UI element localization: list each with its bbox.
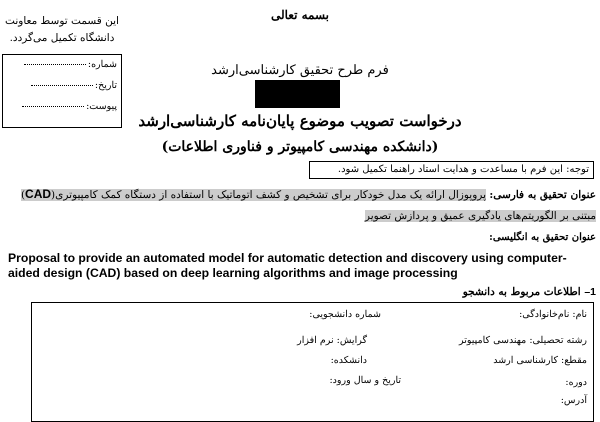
registration-info-box: [2, 54, 122, 128]
persian-title-close: ): [20, 189, 26, 201]
student-info-box: [31, 302, 594, 422]
english-title-label: عنوان تحقیق به انگلیسی:: [489, 232, 596, 243]
student-number-label: شماره دانشجویی:: [309, 309, 381, 320]
attachment-row: [3, 101, 117, 122]
attachment-blank: [22, 106, 84, 107]
section1-title: اطلاعات مربوط به دانشجو: [462, 286, 581, 298]
university-note: [0, 13, 124, 47]
date-label: تاریخ:: [94, 80, 117, 91]
redacted-block: [255, 80, 340, 108]
note-label: توجه:: [566, 164, 589, 175]
number-row: [3, 59, 117, 80]
address-label: آدرس:: [560, 395, 587, 406]
term-label: دوره:: [565, 377, 587, 388]
english-title-line1: Proposal to provide an automated model for automatic detection and discovery using computer-: [8, 251, 567, 265]
persian-title-label: عنوان تحقیق به فارسی:: [489, 189, 596, 201]
major: [297, 335, 367, 346]
persian-title-line2: [200, 206, 596, 226]
note-box: [309, 161, 594, 179]
english-title: [8, 251, 598, 281]
bismillah-heading: بسمه تعالی: [270, 8, 330, 22]
english-title-line2: aided design (CAD) based on deep learning algorithms and image processing: [8, 266, 458, 280]
persian-title-line1: [6, 184, 596, 204]
degree: [493, 355, 587, 366]
attachment-label: پیوست:: [86, 101, 117, 112]
major-label: گرایش:: [336, 335, 367, 346]
faculty-subtitle: (دانشکده مهندسی کامپیوتر و فناوری اطلاعات): [161, 139, 439, 155]
university-note-line1: این قسمت توسط معاونت: [5, 15, 119, 27]
section1-number: 1–: [584, 286, 596, 298]
main-title: درخواست تصویب موضوع پایان‌نامه کارشناسی‌ارشد: [138, 112, 462, 130]
faculty-label: دانشکده:: [330, 355, 367, 366]
cad-acronym: CAD: [25, 187, 52, 201]
note-text: این فرم با مساعدت و هدایت استاد راهنما تکمیل شود.: [337, 164, 563, 175]
number-label: شماره:: [87, 59, 117, 70]
degree-label: مقطع:: [561, 355, 587, 366]
field-of-study: [459, 335, 587, 346]
university-note-line2: دانشگاه تکمیل می‌گردد.: [9, 32, 115, 44]
name-label: نام: نام‌خانوادگی:: [519, 309, 587, 320]
persian-title-highlight: [21, 189, 486, 201]
entry-date-label: تاریخ و سال ورود:: [329, 375, 401, 386]
major-value: نرم افزار: [297, 335, 334, 346]
section1-heading: [6, 286, 596, 298]
field-label: رشته تحصیلی:: [529, 335, 587, 346]
form-title: فرم طرح تحقیق کارشناسی‌ارشد: [211, 63, 389, 78]
field-value: مهندسی کامپیوتر: [459, 335, 527, 346]
date-blank: [31, 85, 93, 86]
date-row: [3, 80, 117, 101]
degree-value: کارشناسی ارشد: [493, 355, 559, 366]
persian-title-text: پروپوزال ارائه یک مدل خودکار برای تشخیص و کشف اتوماتیک با استفاده از دستگاه کمک کامپیوتری(: [51, 189, 486, 201]
persian-title-continuation: مبتنی بر الگوریتم‌های یادگیری عمیق و پردازش تصویر: [364, 210, 596, 222]
number-blank: [24, 64, 86, 65]
